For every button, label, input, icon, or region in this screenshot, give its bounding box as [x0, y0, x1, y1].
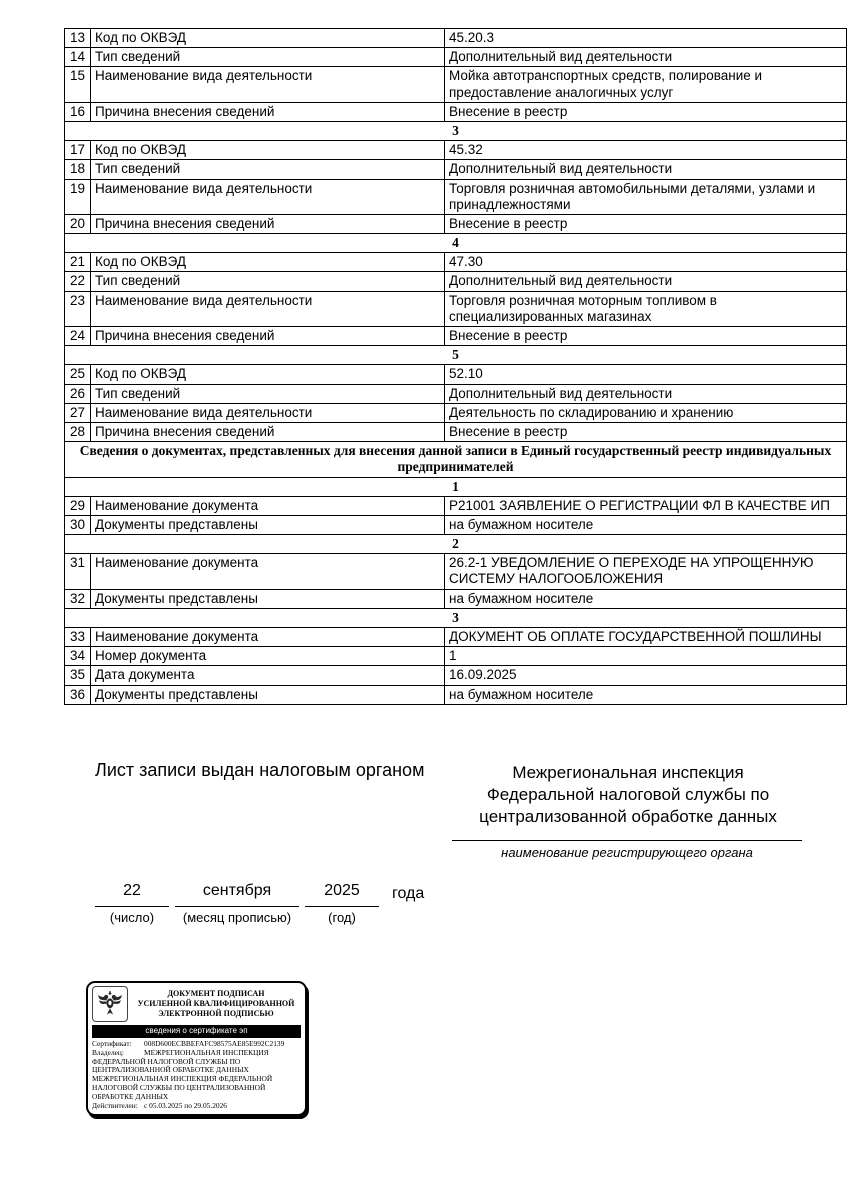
row-value: Дополнительный вид деятельности [445, 272, 847, 291]
row-number: 34 [65, 647, 91, 666]
date-month-value: сентября [202, 882, 272, 899]
row-label: Наименование вида деятельности [91, 291, 445, 326]
row-value: Внесение в реестр [445, 327, 847, 346]
group-separator-row [65, 477, 847, 496]
section-header-row [65, 442, 847, 477]
row-label: Код по ОКВЭД [91, 253, 445, 272]
record-table-body [65, 29, 847, 705]
section-title: Сведения о документах, представленных для внесения данной записи в Единый государственный реестр индивидуальных предпринимателей [65, 442, 847, 477]
row-number: 22 [65, 272, 91, 291]
date-year-field [305, 882, 379, 925]
certificate-info-bar: сведения о сертификате эп [92, 1025, 301, 1038]
stamp-header [92, 986, 301, 1022]
row-value: 1 [445, 647, 847, 666]
group-number: 4 [65, 234, 847, 253]
date-year-value: 2025 [324, 882, 360, 899]
digital-signature-stamp [86, 981, 307, 1116]
group-separator-row [65, 535, 847, 554]
row-number: 13 [65, 29, 91, 48]
table-row [65, 102, 847, 121]
coat-of-arms-icon [92, 986, 128, 1022]
row-label: Наименование вида деятельности [91, 179, 445, 214]
table-row [65, 48, 847, 67]
date-day-caption: (число) [109, 910, 155, 925]
row-label: Код по ОКВЭД [91, 141, 445, 160]
row-label: Документы представлены [91, 515, 445, 534]
stamp-title-line: ЭЛЕКТРОННОЙ ПОДПИСЬЮ [158, 1009, 274, 1018]
date-day-field [95, 882, 169, 925]
registering-authority-name [452, 762, 804, 828]
row-number: 15 [65, 67, 91, 102]
certificate-value: 008D600ECBBEFAFC98575AE85E992C2139 [144, 1038, 285, 1048]
row-number: 24 [65, 327, 91, 346]
row-number: 16 [65, 102, 91, 121]
row-number: 35 [65, 666, 91, 685]
row-label: Наименование вида деятельности [91, 403, 445, 422]
row-value: Внесение в реестр [445, 214, 847, 233]
row-number: 21 [65, 253, 91, 272]
row-value: 52.10 [445, 365, 847, 384]
table-row [65, 666, 847, 685]
stamp-title-line: ДОКУМЕНТ ПОДПИСАН [167, 989, 265, 998]
row-label: Номер документа [91, 647, 445, 666]
row-value: 16.09.2025 [445, 666, 847, 685]
group-number: 1 [65, 477, 847, 496]
table-row [65, 214, 847, 233]
row-number: 19 [65, 179, 91, 214]
date-month-field [175, 882, 299, 925]
row-number: 17 [65, 141, 91, 160]
row-label: Документы представлены [91, 685, 445, 704]
row-value: ДОКУМЕНТ ОБ ОПЛАТЕ ГОСУДАРСТВЕННОЙ ПОШЛИНЫ [445, 628, 847, 647]
row-value: на бумажном носителе [445, 685, 847, 704]
row-value: 45.32 [445, 141, 847, 160]
row-label: Код по ОКВЭД [91, 365, 445, 384]
group-separator-row [65, 346, 847, 365]
certificate-owner-line [92, 1049, 301, 1102]
table-row [65, 422, 847, 441]
authority-line: Межрегиональная инспекция [512, 763, 744, 782]
row-label: Тип сведений [91, 48, 445, 67]
certificate-label: Сертификат: [92, 1038, 132, 1048]
table-row [65, 272, 847, 291]
row-value: на бумажном носителе [445, 515, 847, 534]
row-value: 47.30 [445, 253, 847, 272]
row-number: 29 [65, 496, 91, 515]
table-row [65, 496, 847, 515]
row-number: 14 [65, 48, 91, 67]
row-label: Наименование документа [91, 554, 445, 589]
table-row [65, 384, 847, 403]
group-separator-row [65, 608, 847, 627]
table-row [65, 160, 847, 179]
date-month-caption: (месяц прописью) [182, 910, 292, 925]
group-number: 3 [65, 121, 847, 140]
row-number: 31 [65, 554, 91, 589]
validity-value: с 05.03.2025 по 29.05.2026 [144, 1100, 227, 1110]
row-label: Причина внесения сведений [91, 102, 445, 121]
row-value: Дополнительный вид деятельности [445, 160, 847, 179]
issued-by-text: Лист записи выдан налоговым органом [95, 760, 425, 780]
row-number: 30 [65, 515, 91, 534]
row-label: Наименование документа [91, 628, 445, 647]
table-row [65, 365, 847, 384]
table-row [65, 647, 847, 666]
row-number: 18 [65, 160, 91, 179]
row-label: Код по ОКВЭД [91, 29, 445, 48]
authority-caption: наименование регистрирующего органа [501, 845, 753, 860]
table-row [65, 67, 847, 102]
row-value: Торговля розничная автомобильными деталями, узлами и принадлежностями [445, 179, 847, 214]
row-label: Причина внесения сведений [91, 214, 445, 233]
stamp-title-line: УСИЛЕННОЙ КВАЛИФИЦИРОВАННОЙ [137, 999, 295, 1008]
table-row [65, 179, 847, 214]
authority-line: централизованной обработке данных [479, 807, 777, 826]
row-value: Торговля розничная моторным топливом в специализированных магазинах [445, 291, 847, 326]
record-table [64, 28, 847, 705]
row-value: Деятельность по складированию и хранению [445, 403, 847, 422]
row-number: 32 [65, 589, 91, 608]
owner-value: МЕЖРЕГИОНАЛЬНАЯ ИНСПЕКЦИЯ ФЕДЕРАЛЬНОЙ НАЛОГОВОЙ СЛУЖБЫ ПО ЦЕНТРАЛИЗОВАННОЙ ОБРАБОТКЕ ДАННЫХ МЕЖРЕГИОНАЛЬНАЯ ИНСПЕКЦИЯ ФЕДЕРАЛЬНОЙ НАЛОГОВОЙ СЛУЖБЫ ПО ЦЕНТРАЛИЗОВАННОЙ ОБРАБОТКЕ ДАННЫХ [92, 1047, 273, 1102]
table-row [65, 628, 847, 647]
row-value: 26.2-1 УВЕДОМЛЕНИЕ О ПЕРЕХОДЕ НА УПРОЩЕННУЮ СИСТЕМУ НАЛОГООБЛОЖЕНИЯ [445, 554, 847, 589]
table-row [65, 29, 847, 48]
stamp-title [131, 989, 301, 1019]
group-number: 5 [65, 346, 847, 365]
row-value: 45.20.3 [445, 29, 847, 48]
row-value: на бумажном носителе [445, 589, 847, 608]
row-label: Тип сведений [91, 272, 445, 291]
row-number: 27 [65, 403, 91, 422]
row-number: 25 [65, 365, 91, 384]
row-label: Дата документа [91, 666, 445, 685]
table-row [65, 515, 847, 534]
row-value: Дополнительный вид деятельности [445, 384, 847, 403]
date-year-caption: (год) [328, 910, 356, 925]
row-label: Причина внесения сведений [91, 327, 445, 346]
row-number: 23 [65, 291, 91, 326]
table-row [65, 685, 847, 704]
row-value: Р21001 ЗАЯВЛЕНИЕ О РЕГИСТРАЦИИ ФЛ В КАЧЕСТВЕ ИП [445, 496, 847, 515]
table-row [65, 253, 847, 272]
row-label: Документы представлены [91, 589, 445, 608]
group-number: 2 [65, 535, 847, 554]
row-number: 36 [65, 685, 91, 704]
row-label: Причина внесения сведений [91, 422, 445, 441]
row-number: 33 [65, 628, 91, 647]
row-value: Внесение в реестр [445, 102, 847, 121]
group-separator-row [65, 121, 847, 140]
table-row [65, 403, 847, 422]
authority-underline [452, 840, 802, 841]
table-row [65, 554, 847, 589]
authority-line: Федеральной налоговой службы по [486, 785, 770, 804]
row-value: Мойка автотранспортных средств, полирование и предоставление аналогичных услуг [445, 67, 847, 102]
row-number: 26 [65, 384, 91, 403]
owner-label: Владелец: [92, 1047, 124, 1057]
row-value: Внесение в реестр [445, 422, 847, 441]
certificate-details [92, 1040, 301, 1111]
table-row [65, 327, 847, 346]
row-label: Наименование вида деятельности [91, 67, 445, 102]
validity-label: Действителен: [92, 1100, 138, 1110]
group-number: 3 [65, 608, 847, 627]
table-row [65, 589, 847, 608]
row-number: 28 [65, 422, 91, 441]
date-day-value: 22 [123, 882, 141, 899]
row-label: Тип сведений [91, 160, 445, 179]
certificate-validity-line [92, 1102, 301, 1111]
table-row [65, 141, 847, 160]
group-separator-row [65, 234, 847, 253]
row-number: 20 [65, 214, 91, 233]
row-label: Наименование документа [91, 496, 445, 515]
row-value: Дополнительный вид деятельности [445, 48, 847, 67]
row-label: Тип сведений [91, 384, 445, 403]
date-year-suffix: года [392, 885, 425, 902]
table-row [65, 291, 847, 326]
